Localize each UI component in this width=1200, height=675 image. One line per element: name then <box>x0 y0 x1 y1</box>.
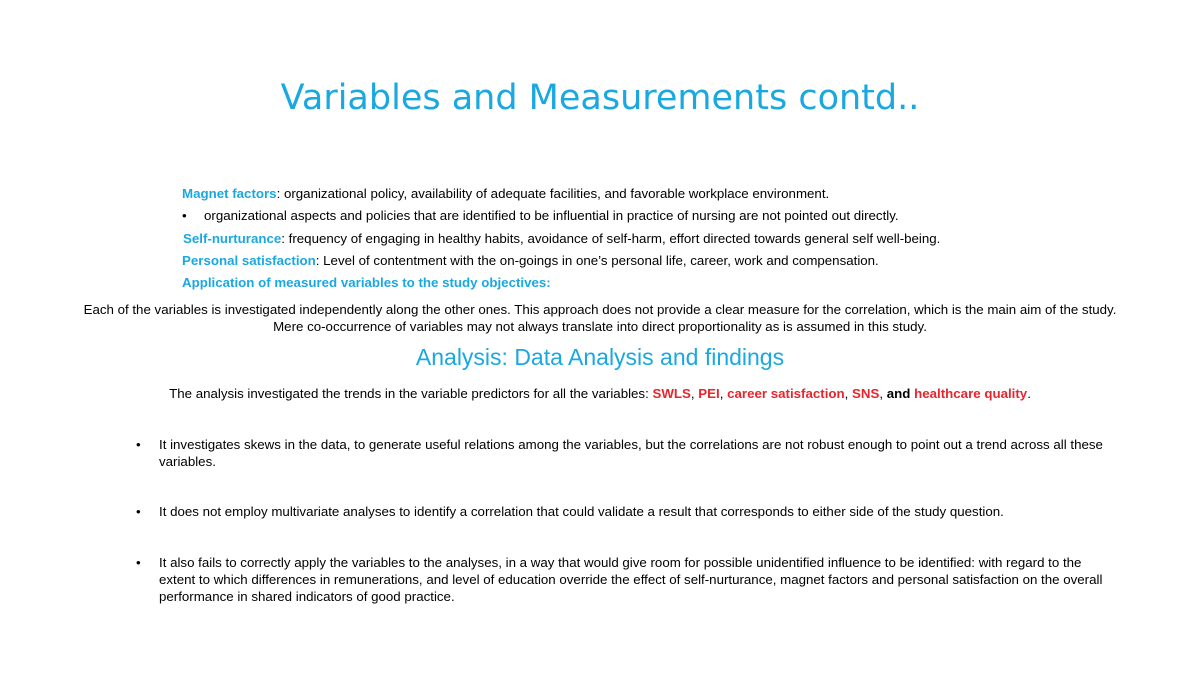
self-nurturance-label: Self-nurturance <box>183 230 282 246</box>
magnet-factors-line <box>182 183 1082 205</box>
comma-3: , <box>844 386 853 401</box>
application-label: Application of measured variables to the study objectives: <box>182 275 551 291</box>
personal-satisfaction-text: : Level of contentment with the on-goings in one’s personal life, career, work and compensation. <box>315 252 879 268</box>
comma-2: , <box>719 386 728 401</box>
finding-text: It also fails to correctly apply the variables to the analyses, in a way that would give room for possible unidentified influence to be identified: with regard to the extent to which differences in remunerations, and level of education override the effect of self-nurturance, magnet factors and personal satisfaction on the overall performance in shared indicators of good practice. <box>159 555 1103 604</box>
swls-term: SWLS <box>652 386 691 401</box>
finding-text: It does not employ multivariate analyses to identify a correlation that could validate a result that corresponds to either side of the study question. <box>159 504 1004 520</box>
healthcare-quality-term: healthcare quality <box>914 386 1028 401</box>
bullet-icon: • <box>182 208 187 224</box>
comma-1: , <box>690 386 699 401</box>
self-nurturance-line <box>182 228 1082 250</box>
organizational-aspects-line <box>182 205 1082 227</box>
variables-list <box>182 183 1082 294</box>
bullet-icon: • <box>136 437 141 452</box>
findings-list <box>136 437 1121 605</box>
list-item <box>136 437 1121 470</box>
list-item <box>136 555 1121 605</box>
pei-term: PEI <box>698 386 720 401</box>
bullet-icon: • <box>136 555 141 571</box>
slide-title: Variables and Measurements contd.. <box>280 78 920 118</box>
intro-period: . <box>1027 386 1031 401</box>
and-word: and <box>886 386 911 401</box>
organizational-aspects-text: organizational aspects and policies that are identified to be influential in practice of nursing are not pointed out directly. <box>204 208 899 224</box>
analysis-intro-prefix: The analysis investigated the trends in the variable predictors for all the variables: <box>169 386 653 401</box>
analysis-heading: Analysis: Data Analysis and findings <box>415 344 785 370</box>
personal-satisfaction-label: Personal satisfaction <box>182 252 316 268</box>
personal-satisfaction-line <box>182 250 1082 272</box>
comma-4: , <box>879 386 887 401</box>
self-nurturance-text: : frequency of engaging in healthy habits, avoidance of self-harm, effort directed towards general self well-being. <box>281 230 941 246</box>
magnet-factors-label: Magnet factors <box>182 186 277 201</box>
list-item <box>136 504 1121 521</box>
application-line <box>182 272 1082 294</box>
magnet-factors-text: : organizational policy, availability of adequate facilities, and favorable workplace environment. <box>276 186 830 201</box>
analysis-intro <box>0 385 1200 403</box>
career-satisfaction-term: career satisfaction <box>727 386 845 401</box>
bullet-icon: • <box>136 504 141 520</box>
sns-term: SNS <box>852 386 880 401</box>
finding-text: It investigates skews in the data, to generate useful relations among the variables, but the correlations are not robust enough to point out a trend across all these variables. <box>159 437 1103 469</box>
independence-paragraph: Each of the variables is investigated independently along the other ones. This approach does not provide a clear measure for the correlation, which is the main aim of the study. Mere co-occurrence of variables may not always translate into direct proportionality as is assumed in this study. <box>83 302 1117 334</box>
